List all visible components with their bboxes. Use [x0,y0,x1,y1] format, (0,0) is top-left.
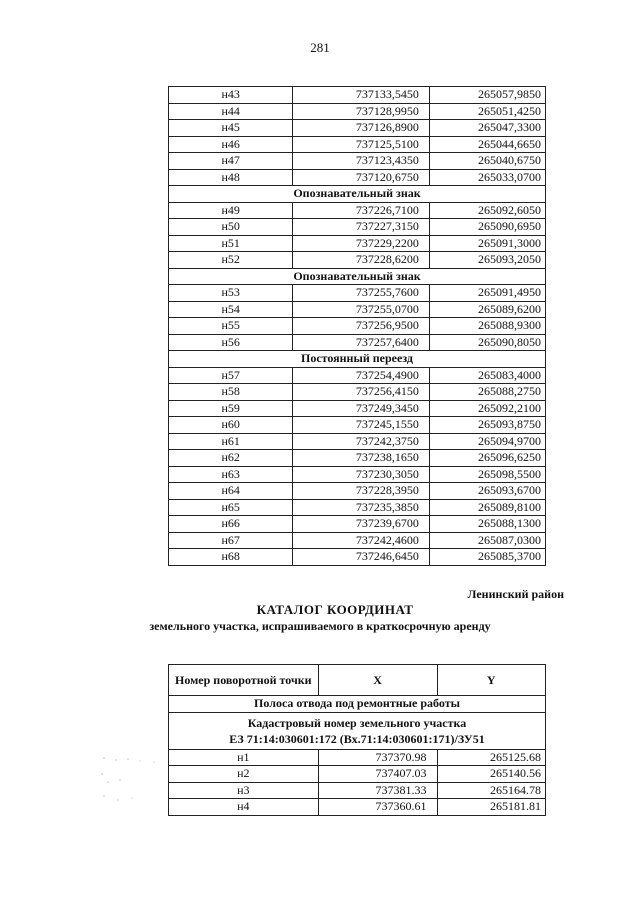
point-number: н62 [169,450,293,467]
point-number: н52 [169,252,293,269]
scan-artifact-dots [98,752,168,812]
y-coordinate: 265096,6250 [429,450,545,467]
x-coordinate: 737245,1550 [293,417,430,434]
point-number: н64 [169,483,293,500]
point-number: н66 [169,516,293,533]
table-row [169,466,546,483]
x-coordinate: 737228,3950 [293,483,430,500]
cadastral-row [169,712,546,749]
table-row [169,417,546,434]
page-number: 281 [310,40,330,55]
point-number: н47 [169,153,293,170]
header-point-number: Номер поворотной точки [169,665,319,696]
table-row [169,103,546,120]
x-coordinate: 737230,3050 [293,466,430,483]
x-coordinate: 737256,9500 [293,318,430,335]
x-coordinate: 737123,4350 [293,153,430,170]
point-number: н53 [169,285,293,302]
point-number: н54 [169,301,293,318]
point-number: н68 [169,549,293,566]
y-coordinate: 265140.56 [437,766,545,783]
y-coordinate: 265091,4950 [429,285,545,302]
point-number: н46 [169,136,293,153]
section-title: Полоса отвода под ремонтные работы [169,696,546,713]
x-coordinate: 737128,9950 [293,103,430,120]
x-coordinate: 737381.33 [318,782,437,799]
point-number: н43 [169,87,293,104]
table-row [169,799,546,816]
x-coordinate: 737226,7100 [293,202,430,219]
table-row [169,499,546,516]
table-row [169,136,546,153]
table-row [169,384,546,401]
x-coordinate: 737239,6700 [293,516,430,533]
x-coordinate: 737238,1650 [293,450,430,467]
y-coordinate: 265089,8100 [429,499,545,516]
x-coordinate: 737246,6450 [293,549,430,566]
table-row [169,749,546,766]
point-number: н48 [169,169,293,186]
table-row [169,433,546,450]
point-number: н1 [169,749,319,766]
x-coordinate: 737120,6750 [293,169,430,186]
header-y: Y [437,665,545,696]
x-coordinate: 737125,5100 [293,136,430,153]
x-coordinate: 737255,7600 [293,285,430,302]
x-coordinate: 737235,3850 [293,499,430,516]
x-coordinate: 737229,2200 [293,235,430,252]
y-coordinate: 265090,6950 [429,219,545,236]
point-number: н60 [169,417,293,434]
x-coordinate: 737255,0700 [293,301,430,318]
table-row [169,301,546,318]
x-coordinate: 737254,4900 [293,367,430,384]
section-title: Постоянный переезд [169,351,546,368]
table-row [169,235,546,252]
catalog-subtitle: земельного участка, испрашиваемого в краткосрочную аренду [149,619,491,633]
y-coordinate: 265044,6650 [429,136,545,153]
header-x: X [318,665,437,696]
x-coordinate: 737256,4150 [293,384,430,401]
x-coordinate: 737242,4600 [293,532,430,549]
table-row [169,202,546,219]
y-coordinate: 265093,2050 [429,252,545,269]
y-coordinate: 265090,8050 [429,334,545,351]
y-coordinate: 265089,6200 [429,301,545,318]
table-row [169,483,546,500]
y-coordinate: 265047,3300 [429,120,545,137]
table-row [169,87,546,104]
x-coordinate: 737133,5450 [293,87,430,104]
table-row [169,766,546,783]
y-coordinate: 265040,6750 [429,153,545,170]
point-number: н67 [169,532,293,549]
point-number: н59 [169,400,293,417]
region-label: Ленинский район [467,587,564,601]
x-coordinate: 737126,8900 [293,120,430,137]
y-coordinate: 265088,2750 [429,384,545,401]
table-row [169,400,546,417]
point-number: н2 [169,766,319,783]
y-coordinate: 265164.78 [437,782,545,799]
coordinates-table-continued [168,86,546,566]
table-row [169,285,546,302]
section-row [169,696,546,713]
x-coordinate: 737257,6400 [293,334,430,351]
cadastral-number-cell [169,712,546,749]
point-number: н61 [169,433,293,450]
point-number: н44 [169,103,293,120]
table-row [169,252,546,269]
section-title: Опознавательный знак [169,268,546,285]
table-row [169,120,546,137]
y-coordinate: 265092,2100 [429,400,545,417]
point-number: н55 [169,318,293,335]
table-row [169,532,546,549]
x-coordinate: 737407.03 [318,766,437,783]
y-coordinate: 265088,9300 [429,318,545,335]
y-coordinate: 265094,9700 [429,433,545,450]
point-number: н57 [169,367,293,384]
point-number: н49 [169,202,293,219]
y-coordinate: 265085,3700 [429,549,545,566]
table-row [169,549,546,566]
point-number: н63 [169,466,293,483]
table-row [169,169,546,186]
point-number: н50 [169,219,293,236]
coordinates-catalog-table [168,664,546,816]
cadastral-line-1: Кадастровый номер земельного участка [247,715,467,730]
table-row [169,516,546,533]
table-row [169,782,546,799]
y-coordinate: 265093,6700 [429,483,545,500]
y-coordinate: 265125.68 [437,749,545,766]
x-coordinate: 737370.98 [318,749,437,766]
x-coordinate: 737227,3150 [293,219,430,236]
y-coordinate: 265057,9850 [429,87,545,104]
section-title: Опознавательный знак [169,186,546,203]
table-row [169,153,546,170]
point-number: н3 [169,782,319,799]
x-coordinate: 737249,3450 [293,400,430,417]
point-number: н45 [169,120,293,137]
y-coordinate: 265051,4250 [429,103,545,120]
x-coordinate: 737360.61 [318,799,437,816]
x-coordinate: 737228,6200 [293,252,430,269]
table-row [169,450,546,467]
section-row [169,268,546,285]
y-coordinate: 265091,3000 [429,235,545,252]
table-row [169,334,546,351]
cadastral-line-2: ЕЗ 71:14:030601:172 (Вх.71:14:030601:171)/ЗУ51 [229,731,485,746]
point-number: н51 [169,235,293,252]
table-row [169,318,546,335]
y-coordinate: 265083,4000 [429,367,545,384]
catalog-title: КАТАЛОГ КООРДИНАТ [256,602,414,617]
y-coordinate: 265181.81 [437,799,545,816]
point-number: н4 [169,799,319,816]
y-coordinate: 265087,0300 [429,532,545,549]
table-header-row [169,665,546,696]
point-number: н58 [169,384,293,401]
point-number: н65 [169,499,293,516]
x-coordinate: 737242,3750 [293,433,430,450]
section-row [169,186,546,203]
y-coordinate: 265092,6050 [429,202,545,219]
table2-body [169,749,546,815]
table-row [169,367,546,384]
y-coordinate: 265033,0700 [429,169,545,186]
y-coordinate: 265098,5500 [429,466,545,483]
point-number: н56 [169,334,293,351]
y-coordinate: 265093,8750 [429,417,545,434]
section-row [169,351,546,368]
y-coordinate: 265088,1300 [429,516,545,533]
table-row [169,219,546,236]
